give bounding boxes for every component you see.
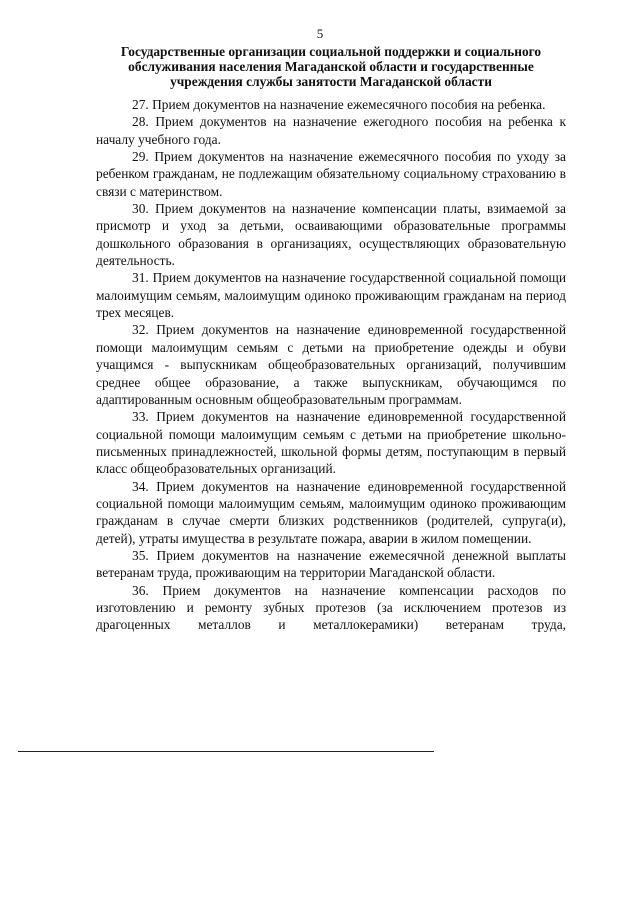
list-item-28: 28. Прием документов на назначение ежегодного пособия на ребенка к началу учебного года. (96, 114, 566, 147)
list-item-33: 33. Прием документов на назначение единовременной государственной социальной помощи малоимущим семьям с детьми на приобретение школьно-письменных принадлежностей, школьной формы детям, поступающим в первый класс общеобразовательных организаций. (96, 409, 566, 477)
page-number: 5 (316, 26, 324, 41)
list-item-30: 30. Прием документов на назначение компенсации платы, взимаемой за присмотр и уход за детьми, осваивающими образовательные программы дошкольного образования в организациях, осуществляющих образовательную деятельность. (96, 201, 566, 269)
list-item-34: 34. Прием документов на назначение единовременной государственной социальной помощи малоимущим семьям, малоимущим одиноко проживающим гражданам в случае смерти близких родственников (родителей, супруга(и), детей), утраты имущества в результате пожара, аварии в жилом помещении. (96, 478, 566, 546)
list-item-36: 36. Прием документов на назначение компенсации расходов по изготовлению и ремонту зубных протезов (за исключением протезов из драгоценных металлов и металлокерамики) ветеранам труда, (96, 582, 566, 633)
list-item-32: 32. Прием документов на назначение единовременной государственной помощи малоимущим семьям с детьми на приобретение одежды и обуви учащимся - выпускникам общеобразовательных организаций, получившим среднее общее образование, а также выпускникам, обучающимся по адаптированным основным общеобразовательным программам. (96, 322, 566, 407)
section-heading: Государственные организации социальной поддержки и социального обслуживания населения Магаданской области и государственные учреждения службы занятости Магаданской области (120, 44, 542, 89)
list-item-35: 35. Прием документов на назначение ежемесячной денежной выплаты ветеранам труда, проживающим на территории Магаданской области. (96, 547, 566, 581)
footer-divider (18, 751, 434, 752)
list-item-31: 31. Прием документов на назначение государственной социальной помощи малоимущим семьям, малоимущим одиноко проживающим гражданам на период трех месяцев. (96, 270, 566, 321)
list-item-29: 29. Прием документов на назначение ежемесячного пособия по уходу за ребенком гражданам, не подлежащим обязательному социальному страхованию в связи с материнством. (96, 149, 566, 199)
document-body (96, 96, 566, 634)
list-item-27: 27. Прием документов на назначение ежемесячного пособия на ребенка. (132, 97, 546, 112)
